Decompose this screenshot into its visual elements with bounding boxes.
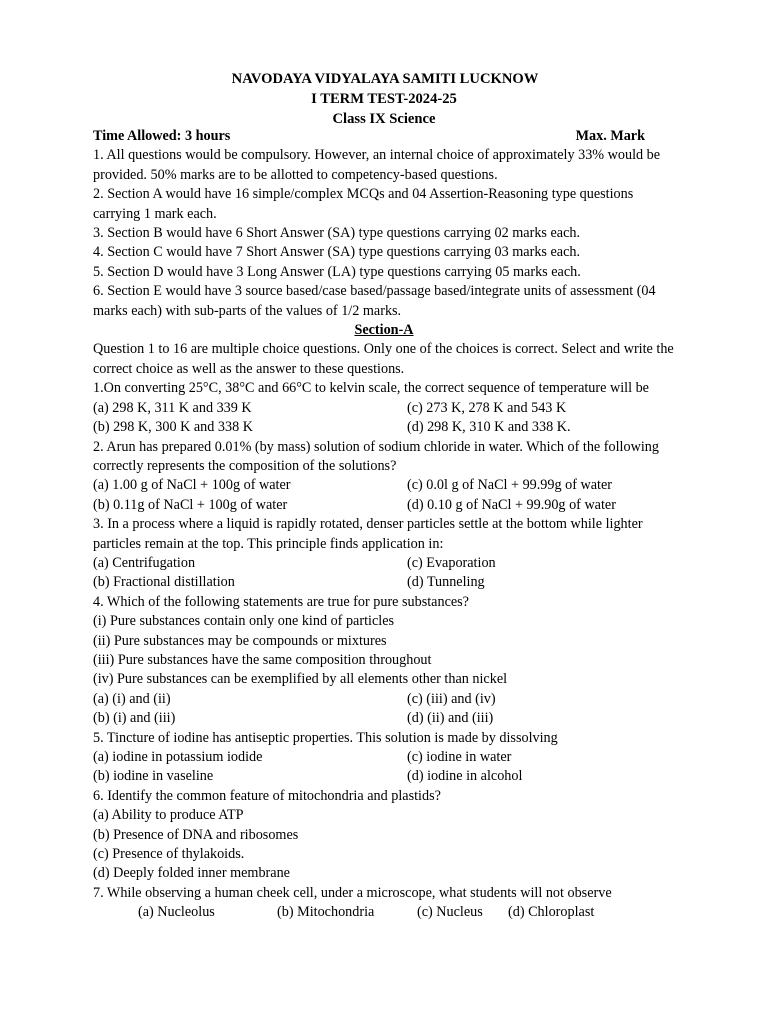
option: (a) (i) and (ii): [93, 690, 171, 707]
time-marks-row: [93, 127, 645, 146]
instruction-item: 6. Section E would have 3 source based/case based/passage based/integrate units of assessment (04 marks each) with sub-parts of the values of 1/2 marks.: [93, 283, 656, 319]
option: (d) 0.10 g of NaCl + 99.90g of water: [407, 496, 616, 513]
instructions-list: [93, 146, 683, 321]
option: (c) 273 K, 278 K and 543 K: [407, 399, 567, 416]
question-text: 5. Tincture of iodine has antiseptic properties. This solution is made by dissolving: [93, 729, 558, 746]
statement: (iii) Pure substances have the same composition throughout: [93, 651, 432, 668]
option: (d) Chloroplast: [508, 904, 595, 921]
statement: (iv) Pure substances can be exemplified by all elements other than nickel: [93, 671, 508, 688]
question-4: [93, 593, 683, 729]
question-2: [93, 438, 683, 516]
instruction-item: 1. All questions would be compulsory. However, an internal choice of approximately 33% would be provided. 50% marks are to be allotted to competency-based questions.: [93, 147, 661, 183]
option: (d) iodine in alcohol: [407, 768, 523, 785]
question-text: 7. While observing a human cheek cell, under a microscope, what students will not observe: [93, 884, 612, 901]
question-options: [93, 903, 683, 922]
question-text: 3. In a process where a liquid is rapidly rotated, denser particles settle at the bottom while lighter particles remain at the top. This principle finds application in:: [93, 516, 643, 552]
question-3: [93, 515, 683, 593]
time-allowed: Time Allowed: 3 hours: [93, 128, 231, 144]
statement: (ii) Pure substances may be compounds or mixtures: [93, 632, 387, 649]
test-title: I TERM TEST-2024-25: [311, 91, 457, 107]
question-options: [93, 748, 683, 787]
exam-header: [0, 69, 768, 129]
option: (c) Evaporation: [407, 554, 496, 571]
option: (d) Tunneling: [407, 574, 485, 591]
option: (d) 298 K, 310 K and 338 K.: [407, 419, 571, 436]
option: (a) iodine in potassium iodide: [93, 749, 263, 765]
option: (b) Presence of DNA and ribosomes: [93, 826, 299, 843]
option: (a) Ability to produce ATP: [93, 807, 244, 824]
option: (c) iodine in water: [407, 749, 512, 765]
question-text: 2. Arun has prepared 0.01% (by mass) solution of sodium chloride in water. Which of the following correctly represents the composition of the solutions?: [93, 438, 659, 474]
option: (b) 298 K, 300 K and 338 K: [93, 419, 253, 436]
question-text: 1.On converting 25°C, 38°C and 66°C to kelvin scale, the correct sequence of temperature will be: [93, 380, 649, 397]
option: (b) Fractional distillation: [93, 574, 235, 591]
question-options: [93, 476, 683, 515]
question-options: [93, 399, 683, 438]
option: (d) Deeply folded inner membrane: [93, 865, 290, 882]
option: (b) (i) and (iii): [93, 710, 176, 727]
question-options: [93, 690, 683, 729]
instruction-item: 3. Section B would have 6 Short Answer (SA) type questions carrying 02 marks each.: [93, 225, 581, 242]
max-mark: Max. Mark: [575, 128, 645, 144]
instruction-item: 2. Section A would have 16 simple/complex MCQs and 04 Assertion-Reasoning type questions carrying 1 mark each.: [93, 186, 634, 222]
option: (b) iodine in vaseline: [93, 768, 214, 785]
statement: (i) Pure substances contain only one kind of particles: [93, 613, 395, 630]
question-5: [93, 729, 683, 787]
exam-body: [93, 127, 683, 923]
instruction-item: 5. Section D would have 3 Long Answer (LA) type questions carrying 05 marks each.: [93, 263, 581, 280]
option: (c) 0.0l g of NaCl + 99.99g of water: [407, 477, 612, 494]
option: (b) 0.11g of NaCl + 100g of water: [93, 496, 288, 513]
option: (a) 298 K, 311 K and 339 K: [93, 399, 252, 416]
instruction-item: 4. Section C would have 7 Short Answer (SA) type questions carrying 03 marks each.: [93, 244, 581, 261]
section-a-heading: Section-A: [354, 322, 414, 339]
question-1: [93, 379, 683, 437]
question-7: [93, 884, 683, 923]
question-6: [93, 787, 683, 884]
option: (a) 1.00 g of NaCl + 100g of water: [93, 477, 291, 494]
option: (a) Centrifugation: [93, 554, 196, 571]
section-a-intro: Question 1 to 16 are multiple choice questions. Only one of the choices is correct. Select and write the correct choice as well as the answer to these questions.: [93, 341, 674, 377]
question-options: [93, 554, 683, 593]
option: (b) Mitochondria: [277, 904, 375, 921]
question-text: 6. Identify the common feature of mitochondria and plastids?: [93, 787, 441, 804]
option: (c) (iii) and (iv): [407, 690, 496, 707]
class-subject-title: Class IX Science: [332, 111, 436, 127]
organization-title: NAVODAYA VIDYALAYA SAMITI LUCKNOW: [231, 71, 539, 87]
question-text: 4. Which of the following statements are true for pure substances?: [93, 593, 469, 610]
option: (c) Presence of thylakoids.: [93, 846, 245, 863]
option: (d) (ii) and (iii): [407, 710, 494, 727]
option: (c) Nucleus: [417, 904, 483, 921]
option: (a) Nucleolus: [138, 904, 215, 921]
